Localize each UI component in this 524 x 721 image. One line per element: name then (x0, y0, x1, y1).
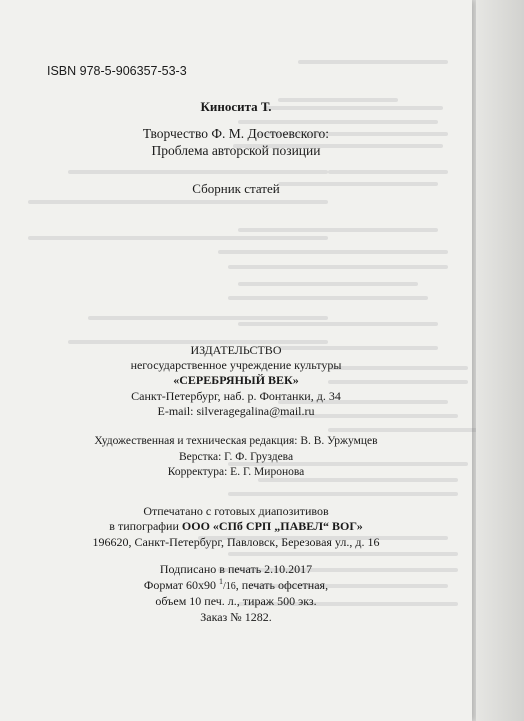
printing-house (0, 519, 472, 534)
printing-house-name: ООО «СПб СРП „ПАВЕЛ“ ВОГ» (181, 519, 363, 533)
signed-to-print: Подписано в печать 2.10.2017 (159, 562, 313, 576)
print-format (0, 578, 472, 593)
printing-house-prefix: в типографии (109, 519, 179, 533)
publisher-address: Санкт-Петербург, наб. р. Фонтанки, д. 34 (131, 389, 341, 403)
format-fraction-denominator: /16 (222, 581, 236, 592)
publisher-description: негосударственное учреждение культуры (130, 358, 342, 372)
book-title-line-1: Творчество Ф. М. Достоевского: (142, 126, 330, 141)
collection-type: Сборник статей (192, 181, 280, 196)
next-page-edge (476, 0, 524, 721)
proofreader-credit: Корректура: Е. Г. Миронова (167, 466, 305, 478)
order-number: Заказ № 1282. (200, 610, 272, 624)
publisher-heading: ИЗДАТЕЛЬСТВО (190, 343, 282, 357)
art-editor-credit: Художественная и техническая редакция: В. В. Уржумцев (94, 435, 378, 447)
format-prefix: Формат 60x90 (143, 578, 216, 592)
layout-credit: Верстка: Г. Ф. Груздева (178, 451, 294, 463)
book-title-line-2: Проблема авторской позиции (151, 143, 321, 158)
printing-house-address: 196620, Санкт-Петербург, Павловск, Березовая ул., д. 16 (92, 535, 380, 549)
publisher-email: E-mail: silveragegalina@mail.ru (157, 404, 315, 418)
isbn: ISBN 978-5-906357-53-3 (47, 64, 187, 78)
author: Киносита Т. (200, 99, 272, 114)
publisher-name: «СЕРЕБРЯНЫЙ ВЕК» (173, 373, 299, 387)
format-suffix: , печать офсетная, (235, 578, 329, 592)
print-volume: объем 10 печ. л., тираж 500 экз. (155, 594, 317, 608)
format-fraction-numerator: 1 (218, 577, 223, 586)
printing-note: Отпечатано с готовых диапозитивов (143, 504, 329, 518)
